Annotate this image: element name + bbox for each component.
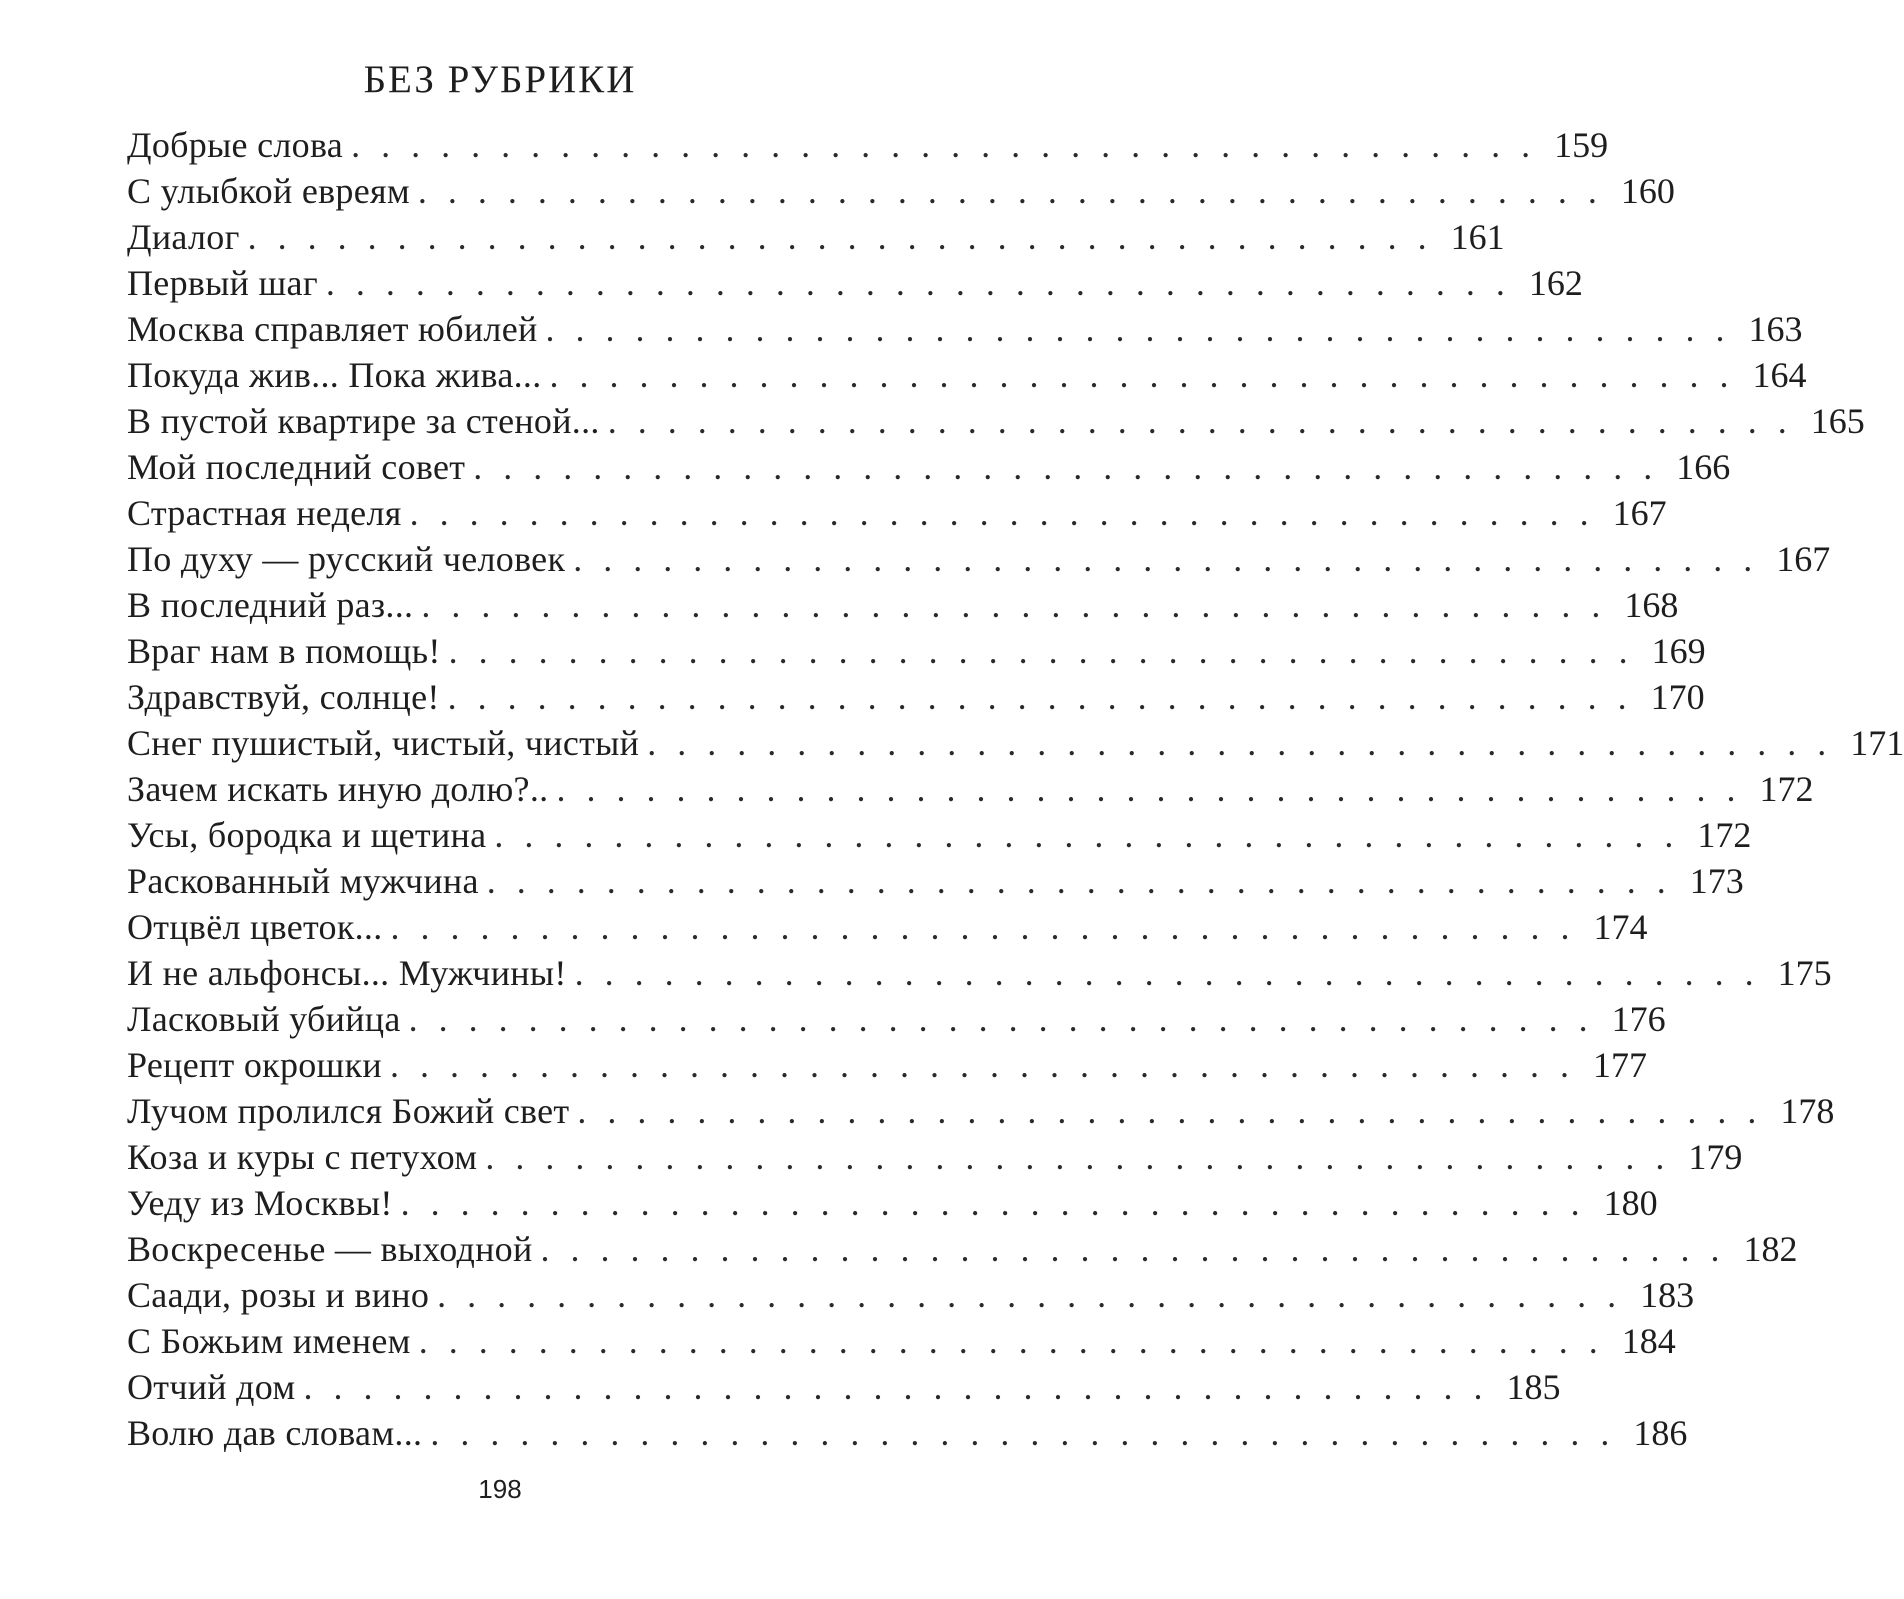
- toc-entry-title: Мой последний совет: [127, 447, 466, 487]
- dot-leader: . . . . . . . . . . . . . . . . . . . . . . . . . . . . . . . . . . . . . . . .: [486, 861, 1672, 901]
- toc-entry-title: Лучом пролился Божий свет: [127, 1091, 570, 1131]
- toc-entry: [127, 1134, 1743, 1180]
- toc-entry-page: 160: [1620, 171, 1675, 211]
- toc-entry: [127, 950, 1832, 996]
- dot-leader: . . . . . . . . . . . . . . . . . . . . . . . . . . . . . . . . . . . . . . . .: [607, 401, 1793, 441]
- toc-entry-title: Воскресенье — выходной: [127, 1229, 533, 1269]
- toc-entry: [127, 168, 1675, 214]
- toc-entry-title: Рецепт окрошки: [127, 1045, 382, 1085]
- toc-entry-page: 174: [1593, 907, 1648, 947]
- toc-entry-title: Враг нам в помощь!: [127, 631, 441, 671]
- toc-entry-page: 171: [1850, 723, 1904, 763]
- toc-entry: [127, 996, 1666, 1042]
- dot-leader: . . . . . . . . . . . . . . . . . . . . . . . . . . . . . . . . . . . . . . . .: [409, 493, 1595, 533]
- toc-entry-page: 173: [1689, 861, 1744, 901]
- toc-entry-title: В последний раз...: [127, 585, 414, 625]
- dot-leader: . . . . . . . . . . . . . . . . . . . . . . . . . . . . . . . . . . . . . . . .: [549, 355, 1735, 395]
- dot-leader: . . . . . . . . . . . . . . . . . . . . . . . . . . . . . . . . . . . . . . . .: [408, 999, 1594, 1039]
- toc-entry-page: 176: [1611, 999, 1666, 1039]
- dot-leader: . . . . . . . . . . . . . . . . . . . . . . . . . . . . . . . . . . . . . . . .: [577, 1091, 1763, 1131]
- toc-entry: [127, 582, 1679, 628]
- toc-entry-title: Волю дав словам...: [127, 1413, 423, 1453]
- table-of-contents: [127, 122, 1904, 1456]
- toc-entry: [127, 444, 1731, 490]
- dot-leader: . . . . . . . . . . . . . . . . . . . . . . . . . . . . . . . . . . . . . . . .: [545, 309, 1731, 349]
- toc-entry-title: В пустой квартире за стеной...: [127, 401, 600, 441]
- toc-entry-page: 169: [1651, 631, 1706, 671]
- toc-entry: [127, 812, 1752, 858]
- toc-entry-title: С Божьим именем: [127, 1321, 411, 1361]
- toc-entry-title: Саади, розы и вино: [127, 1275, 430, 1315]
- toc-entry-page: 175: [1777, 953, 1832, 993]
- toc-entry: [127, 1318, 1676, 1364]
- toc-entry-title: Москва справляет юбилей: [127, 309, 538, 349]
- dot-leader: . . . . . . . . . . . . . . . . . . . . . . . . . . . . . . . . . . . . . . . .: [325, 263, 1511, 303]
- toc-entry-page: 159: [1554, 125, 1609, 165]
- toc-entry: [127, 260, 1583, 306]
- toc-entry-title: Здравствуй, солнце!: [127, 677, 440, 717]
- toc-entry-page: 163: [1748, 309, 1803, 349]
- dot-leader: . . . . . . . . . . . . . . . . . . . . . . . . . . . . . . . . . . . . . . . .: [574, 953, 1760, 993]
- toc-entry-title: Первый шаг: [127, 263, 318, 303]
- toc-entry-title: Покуда жив... Пока жива...: [127, 355, 542, 395]
- toc-entry: [127, 306, 1803, 352]
- toc-entry: [127, 628, 1706, 674]
- toc-entry-page: 185: [1506, 1367, 1561, 1407]
- toc-entry-title: Диалог: [127, 217, 240, 257]
- toc-entry-page: 186: [1633, 1413, 1688, 1453]
- dot-leader: . . . . . . . . . . . . . . . . . . . . . . . . . . . . . . . . . . . . . . . .: [430, 1413, 1616, 1453]
- toc-entry: [127, 1088, 1835, 1134]
- toc-entry-page: 180: [1603, 1183, 1658, 1223]
- dot-leader: . . . . . . . . . . . . . . . . . . . . . . . . . . . . . . . . . . . . . . . .: [573, 539, 1759, 579]
- toc-entry-title: Отцвёл цветок...: [127, 907, 383, 947]
- dot-leader: . . . . . . . . . . . . . . . . . . . . . . . . . . . . . . . . . . . . . . . .: [556, 769, 1742, 809]
- toc-entry-page: 162: [1528, 263, 1583, 303]
- toc-entry: [127, 1226, 1798, 1272]
- toc-entry-title: Зачем искать иную долю?..: [127, 769, 549, 809]
- toc-entry: [127, 1042, 1647, 1088]
- section-title: БЕЗ РУБРИКИ: [363, 58, 637, 101]
- toc-entry: [127, 1272, 1695, 1318]
- toc-entry: [127, 1410, 1688, 1456]
- toc-entry-title: Ласковый убийца: [127, 999, 401, 1039]
- toc-entry: [127, 766, 1814, 812]
- dot-leader: . . . . . . . . . . . . . . . . . . . . . . . . . . . . . . . . . . . . . . . .: [417, 171, 1603, 211]
- toc-entry-page: 182: [1743, 1229, 1798, 1269]
- toc-entry-page: 183: [1640, 1275, 1695, 1315]
- toc-entry-page: 178: [1780, 1091, 1835, 1131]
- toc-entry-title: По духу — русский человек: [127, 539, 566, 579]
- dot-leader: . . . . . . . . . . . . . . . . . . . . . . . . . . . . . . . . . . . . . . . .: [418, 1321, 1604, 1361]
- toc-entry: [127, 214, 1505, 260]
- dot-leader: . . . . . . . . . . . . . . . . . . . . . . . . . . . . . . . . . . . . . . . .: [485, 1137, 1671, 1177]
- toc-entry-title: И не альфонсы... Мужчины!: [127, 953, 567, 993]
- toc-entry: [127, 858, 1744, 904]
- toc-entry-page: 172: [1697, 815, 1752, 855]
- dot-leader: . . . . . . . . . . . . . . . . . . . . . . . . . . . . . . . . . . . . . . . .: [351, 125, 1537, 165]
- dot-leader: . . . . . . . . . . . . . . . . . . . . . . . . . . . . . . . . . . . . . . . .: [647, 723, 1833, 763]
- toc-entry-page: 179: [1688, 1137, 1743, 1177]
- toc-entry: [127, 122, 1609, 168]
- toc-entry: [127, 674, 1705, 720]
- toc-entry: [127, 352, 1807, 398]
- dot-leader: . . . . . . . . . . . . . . . . . . . . . . . . . . . . . . . . . . . . . . . .: [540, 1229, 1726, 1269]
- toc-entry-page: 172: [1759, 769, 1814, 809]
- toc-entry-page: 184: [1621, 1321, 1676, 1361]
- dot-leader: . . . . . . . . . . . . . . . . . . . . . . . . . . . . . . . . . . . . . . . .: [389, 1045, 1575, 1085]
- toc-entry-page: 177: [1592, 1045, 1647, 1085]
- toc-entry-page: 167: [1612, 493, 1667, 533]
- toc-entry-page: 165: [1810, 401, 1865, 441]
- dot-leader: . . . . . . . . . . . . . . . . . . . . . . . . . . . . . . . . . . . . . . . .: [437, 1275, 1623, 1315]
- dot-leader: . . . . . . . . . . . . . . . . . . . . . . . . . . . . . . . . . . . . . . . .: [473, 447, 1659, 487]
- toc-entry-page: 167: [1776, 539, 1831, 579]
- page-number: 198: [478, 1474, 522, 1504]
- toc-entry-title: Усы, бородка и щетина: [127, 815, 487, 855]
- toc-entry: [127, 536, 1831, 582]
- dot-leader: . . . . . . . . . . . . . . . . . . . . . . . . . . . . . . . . . . . . . . . .: [494, 815, 1680, 855]
- toc-entry-title: Уеду из Москвы!: [127, 1183, 393, 1223]
- dot-leader: . . . . . . . . . . . . . . . . . . . . . . . . . . . . . . . . . . . . . . . .: [303, 1367, 1489, 1407]
- toc-entry-title: Страстная неделя: [127, 493, 402, 533]
- dot-leader: . . . . . . . . . . . . . . . . . . . . . . . . . . . . . . . . . . . . . . . .: [400, 1183, 1586, 1223]
- toc-entry-title: Раскованный мужчина: [127, 861, 479, 901]
- toc-entry: [127, 904, 1648, 950]
- toc-entry-title: Отчий дом: [127, 1367, 296, 1407]
- dot-leader: . . . . . . . . . . . . . . . . . . . . . . . . . . . . . . . . . . . . . . . .: [448, 631, 1634, 671]
- toc-entry-page: 166: [1676, 447, 1731, 487]
- toc-entry-page: 161: [1450, 217, 1505, 257]
- toc-entry: [127, 398, 1865, 444]
- toc-entry: [127, 490, 1667, 536]
- toc-entry: [127, 720, 1904, 766]
- dot-leader: . . . . . . . . . . . . . . . . . . . . . . . . . . . . . . . . . . . . . . . .: [421, 585, 1607, 625]
- toc-entry-page: 168: [1624, 585, 1679, 625]
- toc-entry-title: С улыбкой евреям: [127, 171, 410, 211]
- toc-entry: [127, 1364, 1561, 1410]
- toc-entry-title: Снег пушистый, чистый, чистый: [127, 723, 640, 763]
- dot-leader: . . . . . . . . . . . . . . . . . . . . . . . . . . . . . . . . . . . . . . . .: [390, 907, 1576, 947]
- toc-entry-page: 170: [1650, 677, 1705, 717]
- toc-entry-title: Коза и куры с петухом: [127, 1137, 478, 1177]
- dot-leader: . . . . . . . . . . . . . . . . . . . . . . . . . . . . . . . . . . . . . . . .: [447, 677, 1633, 717]
- toc-entry: [127, 1180, 1658, 1226]
- dot-leader: . . . . . . . . . . . . . . . . . . . . . . . . . . . . . . . . . . . . . . . .: [247, 217, 1433, 257]
- toc-entry-page: 164: [1752, 355, 1807, 395]
- toc-entry-title: Добрые слова: [127, 125, 344, 165]
